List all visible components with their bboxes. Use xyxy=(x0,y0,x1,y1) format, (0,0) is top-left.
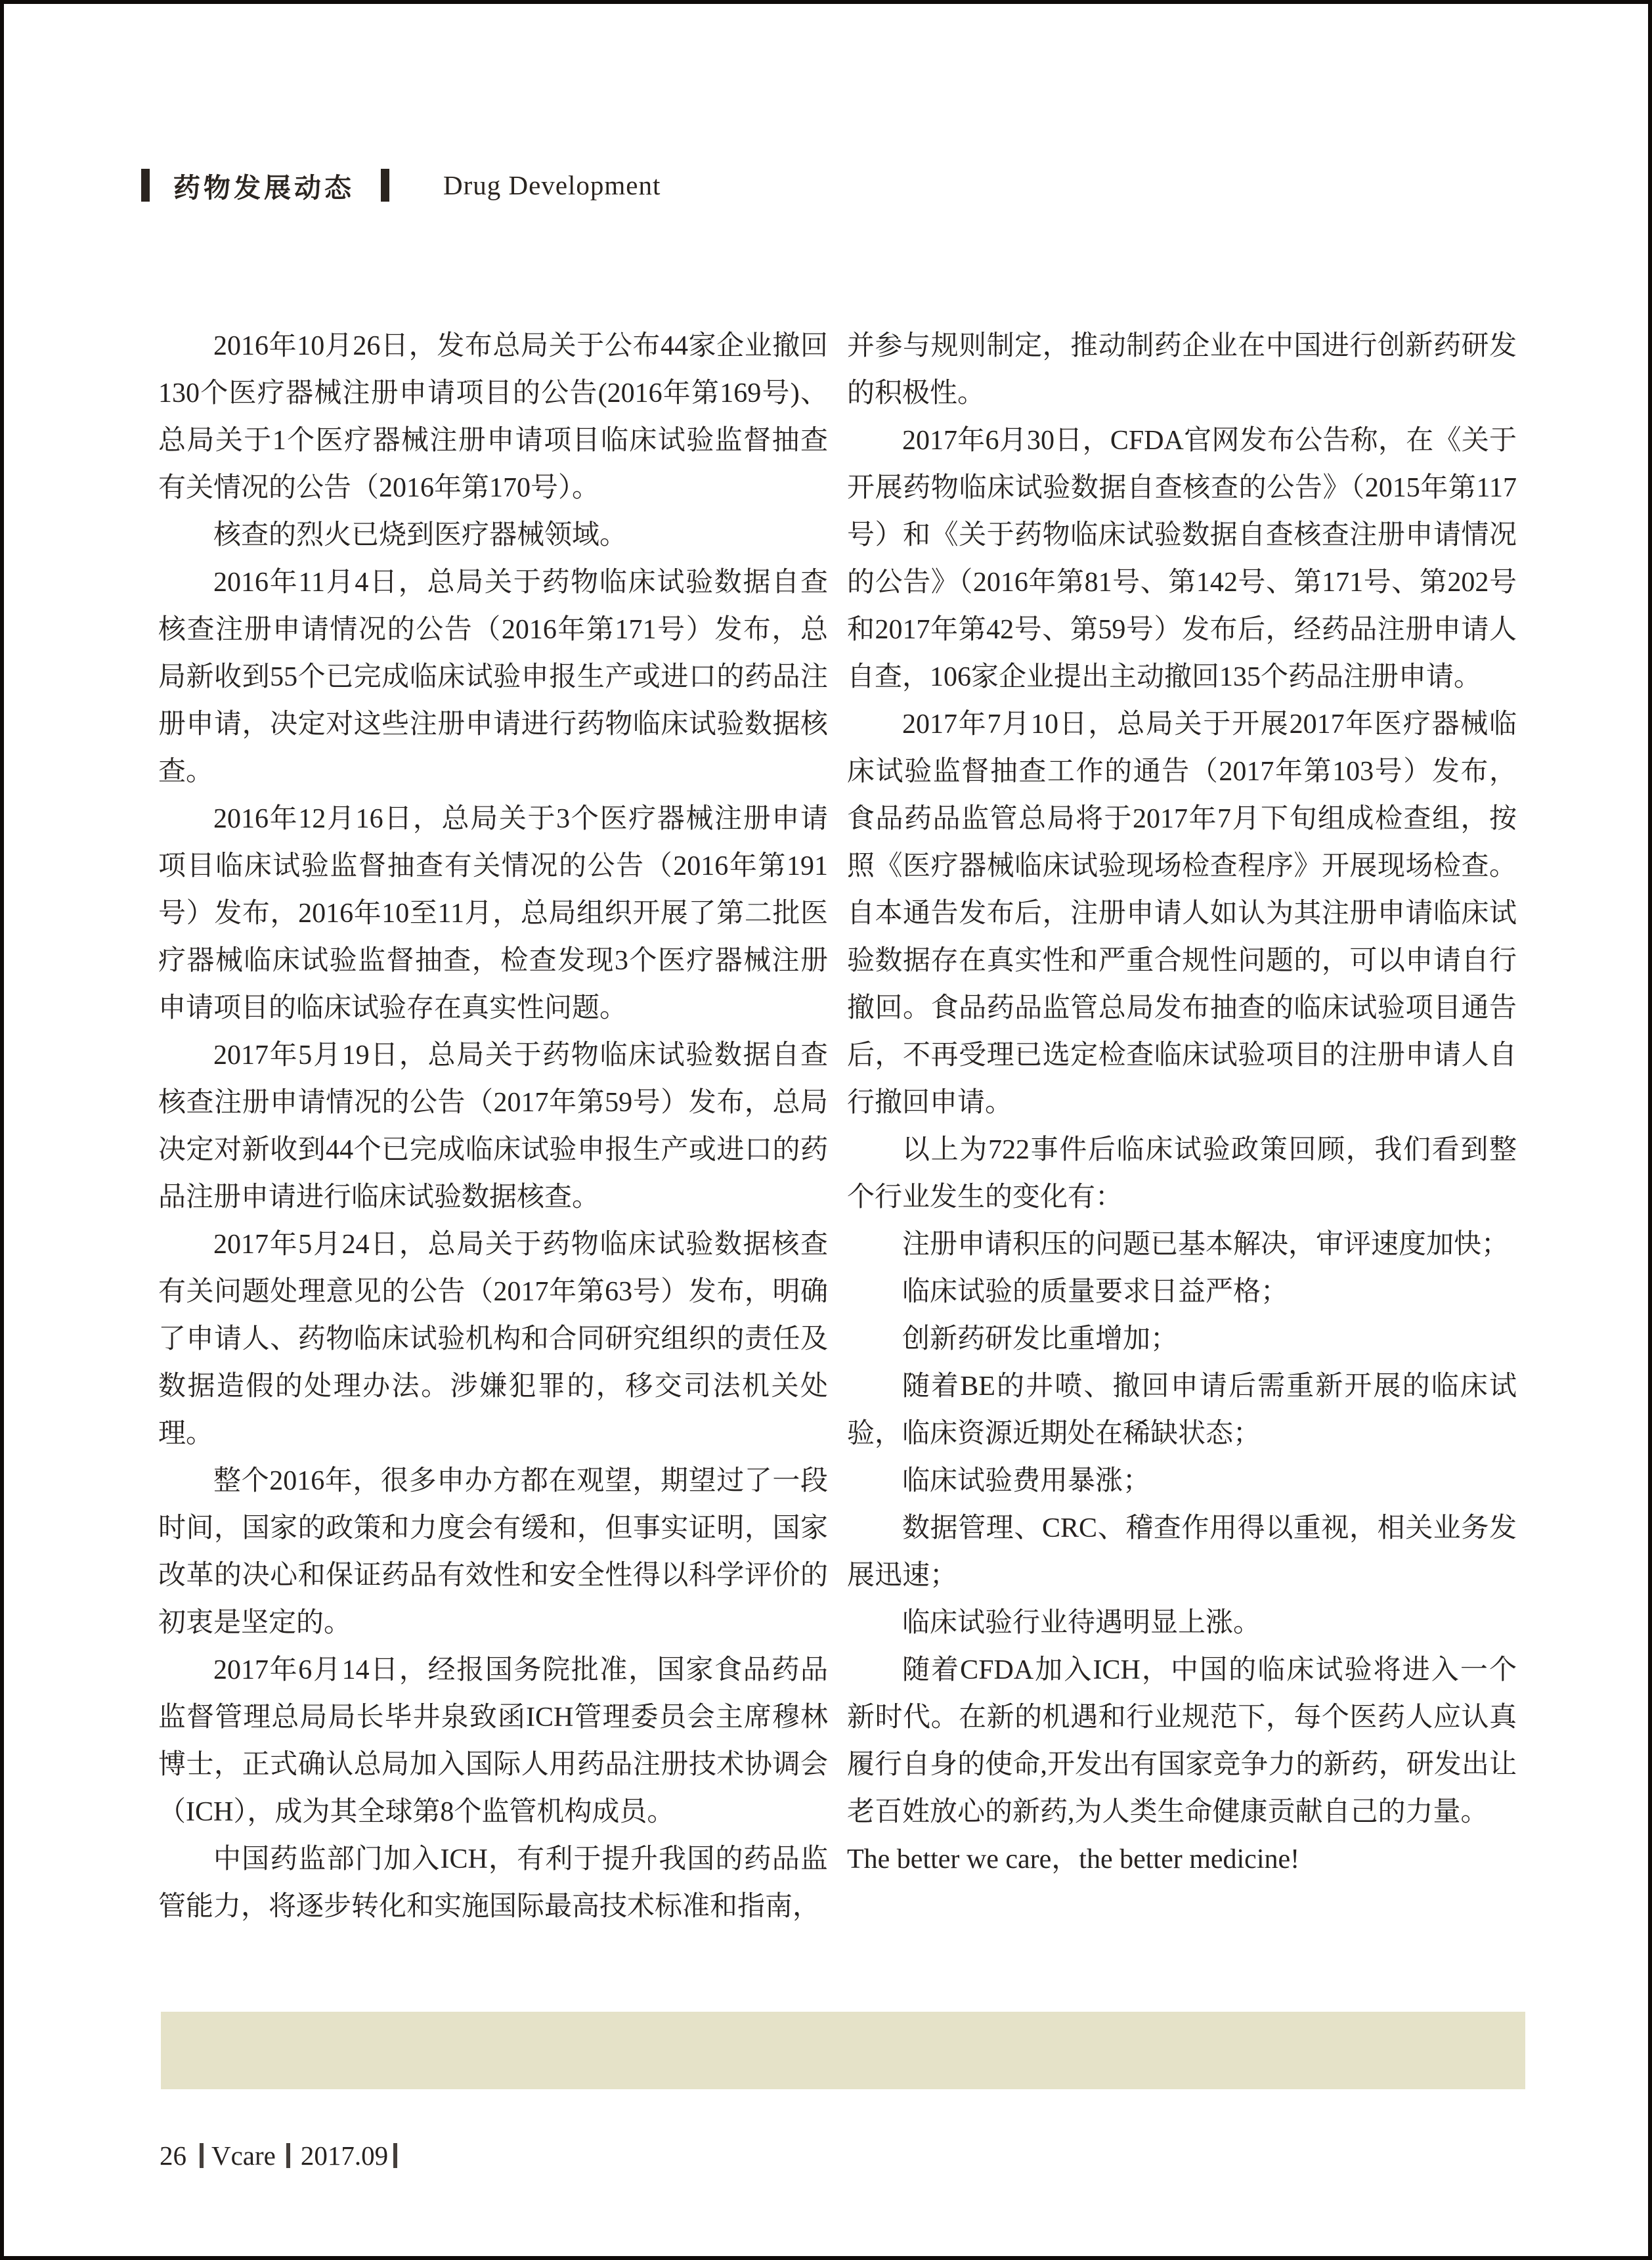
issue-date: 2017.09 xyxy=(300,2140,389,2171)
paragraph: 2016年10月26日，发布总局关于公布44家企业撤回130个医疗器械注册申请项目的公告(2016年第169号)、总局关于1个医疗器械注册申请项目临床试验监督抽查有关情况的公告（2016年第170号）。 xyxy=(158,331,828,503)
paragraph: 并参与规则制定，推动制药企业在中国进行创新药研发的积极性。 xyxy=(847,331,1517,409)
accent-band xyxy=(161,2012,1525,2089)
magazine-name: Vcare xyxy=(211,2140,276,2171)
footer-divider-bar-icon xyxy=(393,2143,397,2168)
page-number: 26 xyxy=(160,2140,186,2171)
paragraph: 2017年5月24日，总局关于药物临床试验数据核查有关问题处理意见的公告（2017年第63号）发布，明确了申请人、药物临床试验机构和合同研究组织的责任及数据造假的处理办法。涉嫌犯罪的，移交司法机关处理。 xyxy=(158,1230,828,1449)
paragraph: 中国药监部门加入ICH，有利于提升我国的药品监管能力，将逐步转化和实施国际最高技术标准和指南， xyxy=(158,1844,828,1922)
paragraph: 随着CFDA加入ICH，中国的临床试验将进入一个新时代。在新的机遇和行业规范下，每个医药人应认真履行自身的使命,开发出有国家竞争力的新药，研发出让老百姓放心的新药,为人类生命健康贡献自己的力量。 xyxy=(847,1655,1517,1827)
paragraph: 2017年6月30日，CFDA官网发布公告称，在《关于开展药物临床试验数据自查核查的公告》（2015年第117号）和《关于药物临床试验数据自查核查注册申请情况的公告》（2016年第81号、第142号、第171号、第202号和2017年第42号、第59号）发布后，经药品注册申请人自查，106家企业提出主动撤回135个药品注册申请。 xyxy=(847,426,1517,692)
page-footer xyxy=(160,2140,397,2171)
paragraph: 2017年7月10日，总局关于开展2017年医疗器械临床试验监督抽查工作的通告（2017年第103号）发布，食品药品监管总局将于2017年7月下旬组成检查组，按照《医疗器械临床试验现场检查程序》开展现场检查。自本通告发布后，注册申请人如认为其注册申请临床试验数据存在真实性和严重合规性问题的，可以申请自行撤回。食品药品监管总局发布抽查的临床试验项目通告后，不再受理已选定检查临床试验项目的注册申请人自行撤回申请。 xyxy=(847,709,1517,1118)
paragraph: 2016年12月16日，总局关于3个医疗器械注册申请项目临床试验监督抽查有关情况的公告（2016年第191号）发布，2016年10至11月，总局组织开展了第二批医疗器械临床试验监督抽查，检查发现3个医疗器械注册申请项目的临床试验存在真实性问题。 xyxy=(158,804,828,1023)
right-text-column xyxy=(847,322,1517,1883)
paragraph: 临床试验费用暴涨； xyxy=(902,1466,1151,1496)
header-divider-bar-icon xyxy=(141,169,150,202)
left-text-column xyxy=(158,322,828,1930)
header-divider-bar-icon xyxy=(381,169,389,202)
paragraph: 创新药研发比重增加； xyxy=(902,1324,1179,1354)
footer-divider-bar-icon xyxy=(200,2143,204,2168)
section-header xyxy=(141,166,661,205)
paragraph: 临床试验行业待遇明显上涨。 xyxy=(902,1608,1261,1638)
paragraph: 数据管理、CRC、稽查作用得以重视，相关业务发展迅速； xyxy=(847,1513,1517,1591)
footer-divider-bar-icon xyxy=(286,2143,290,2168)
paragraph: 2016年11月4日，总局关于药物临床试验数据自查核查注册申请情况的公告（2016年第171号）发布，总局新收到55个已完成临床试验申报生产或进口的药品注册申请，决定对这些注册申请进行药物临床试验数据核查。 xyxy=(158,567,828,787)
paragraph: 核查的烈火已烧到医疗器械领域。 xyxy=(213,520,628,550)
paragraph: 整个2016年，很多申办方都在观望，期望过了一段时间，国家的政策和力度会有缓和，但事实证明，国家改革的决心和保证药品有效性和安全性得以科学评价的初衷是坚定的。 xyxy=(158,1466,828,1638)
paragraph: 2017年6月14日，经报国务院批准，国家食品药品监督管理总局局长毕井泉致函ICH管理委员会主席穆林博士，正式确认总局加入国际人用药品注册技术协调会（ICH），成为其全球第8个监管机构成员。 xyxy=(158,1655,828,1827)
section-title-english: Drug Development xyxy=(443,170,661,200)
paragraph: The better we care，the better medicine! xyxy=(847,1844,1300,1874)
paragraph: 临床试验的质量要求日益严格； xyxy=(902,1277,1289,1307)
paragraph: 注册申请积压的问题已基本解决，审评速度加快； xyxy=(902,1230,1510,1260)
paragraph: 2017年5月19日，总局关于药物临床试验数据自查核查注册申请情况的公告（2017年第59号）发布，总局决定对新收到44个已完成临床试验申报生产或进口的药品注册申请进行临床试验数据核查。 xyxy=(158,1040,828,1212)
paragraph: 随着BE的井喷、撤回申请后需重新开展的临床试验，临床资源近期处在稀缺状态； xyxy=(847,1371,1517,1449)
section-title-chinese: 药物发展动态 xyxy=(173,172,355,203)
paragraph: 以上为722事件后临床试验政策回顾，我们看到整个行业发生的变化有： xyxy=(847,1135,1517,1212)
